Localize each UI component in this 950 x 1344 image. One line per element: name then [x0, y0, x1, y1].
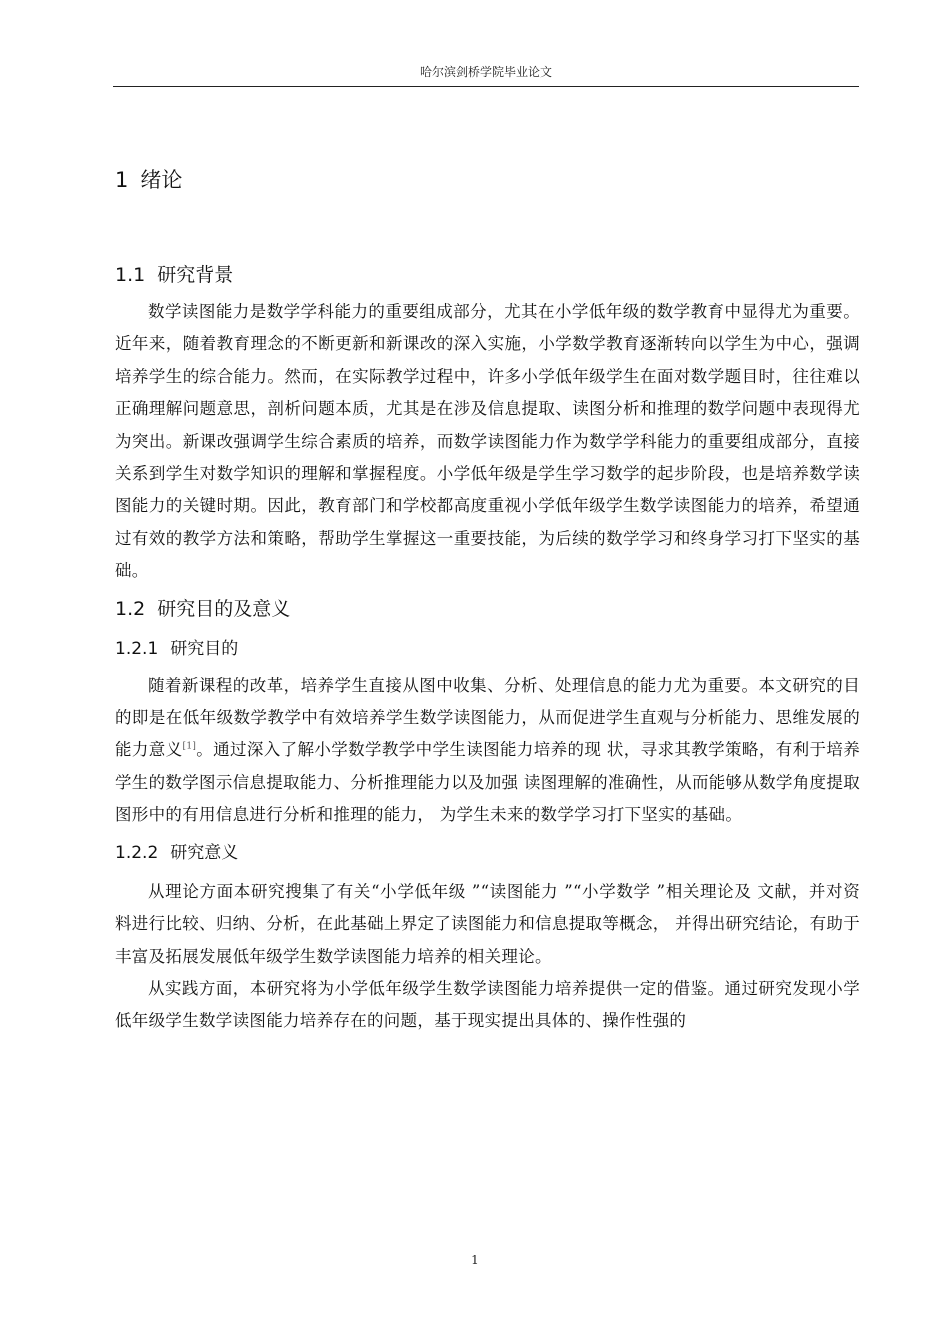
subsection-title: 研究目的	[170, 638, 239, 659]
chapter-heading	[115, 160, 860, 200]
chapter-number: 1	[115, 168, 129, 192]
section-heading-1-1	[115, 258, 860, 292]
section-title: 研究目的及意义	[157, 597, 291, 620]
section-number: 1.2	[115, 597, 146, 620]
significance-paragraph-practice: 从实践方面，本研究将为小学低年级学生数学读图能力培养提供一定的借鉴。通过研究发现小学低年级学生数学读图能力培养存在的问题，基于现实提出具体的、操作性强的	[115, 978, 860, 1031]
chapter-title: 绪论	[140, 168, 183, 192]
significance-paragraph-theory: 从理论方面本研究搜集了有关“小学低年级 ”“读图能力 ”“小学数学 ”相关理论及 文献，并对资料进行比较、归纳、分析，在此基础上界定了读图能力和信息提取等概念， 并得出研究结论，有助于丰富及拓展发展低年级学生数学读图能力培养的相关理论。	[115, 881, 860, 966]
subsection-title: 研究意义	[170, 842, 239, 863]
header-title: 哈尔滨剑桥学院毕业论文	[419, 65, 552, 79]
citation-reference[interactable]: [1]	[182, 741, 197, 752]
subsection-number: 1.2.1	[115, 638, 159, 659]
subsection-heading-1-2-1	[115, 632, 860, 666]
purpose-text-part1: 随着新课程的改革，培养学生直接从图中收集、分析、处理信息的能力尤为重要。本文研究的目的即是在低年级数学教学中有效培养学生数学读图能力，从而促进学生直观与分析能力、思维发展的能力意义	[115, 675, 860, 760]
page-content	[115, 160, 860, 1038]
background-paragraph: 数学读图能力是数学学科能力的重要组成部分，尤其在小学低年级的数学教育中显得尤为重要。近年来，随着教育理念的不断更新和新课改的深入实施，小学数学教育逐渐转向以学生为中心，强调培养学生的综合能力。然而，在实际教学过程中，许多小学低年级学生在面对数学题目时，往往难以正确理解问题意思，剖析问题本质，尤其是在涉及信息提取、读图分析和推理的数学问题中表现得尤为突出。新课改强调学生综合素质的培养，而数学读图能力作为数学学科能力的重要组成部分，直接关系到学生对数学知识的理解和掌握程度。小学低年级是学生学习数学的起步阶段，也是培养数学读图能力的关键时期。因此，教育部门和学校都高度重视小学低年级学生数学读图能力的培养，希望通过有效的教学方法和策略，帮助学生掌握这一重要技能，为后续的数学学习和终身学习打下坚实的基础。	[115, 302, 860, 581]
page-number: 1	[471, 1253, 479, 1267]
purpose-paragraph	[115, 670, 860, 832]
section-number: 1.1	[115, 264, 146, 286]
subsection-number: 1.2.2	[115, 842, 159, 863]
subsection-heading-1-2-2	[115, 836, 860, 870]
section-title: 研究背景	[157, 264, 234, 286]
page-header	[113, 63, 859, 87]
section-heading-1-2	[115, 592, 860, 626]
purpose-text-part2: 。通过深入了解小学数学教学中学生读图能力培养的现 状，寻求其教学策略，有利于培养学生的数学图示信息提取能力、分析推理能力以及加强 读图理解的准确性，从而能够从数学角度提取图形中的有用信息进行分析和推理的能力， 为学生未来的数学学习打下坚实的基础。	[115, 740, 860, 825]
